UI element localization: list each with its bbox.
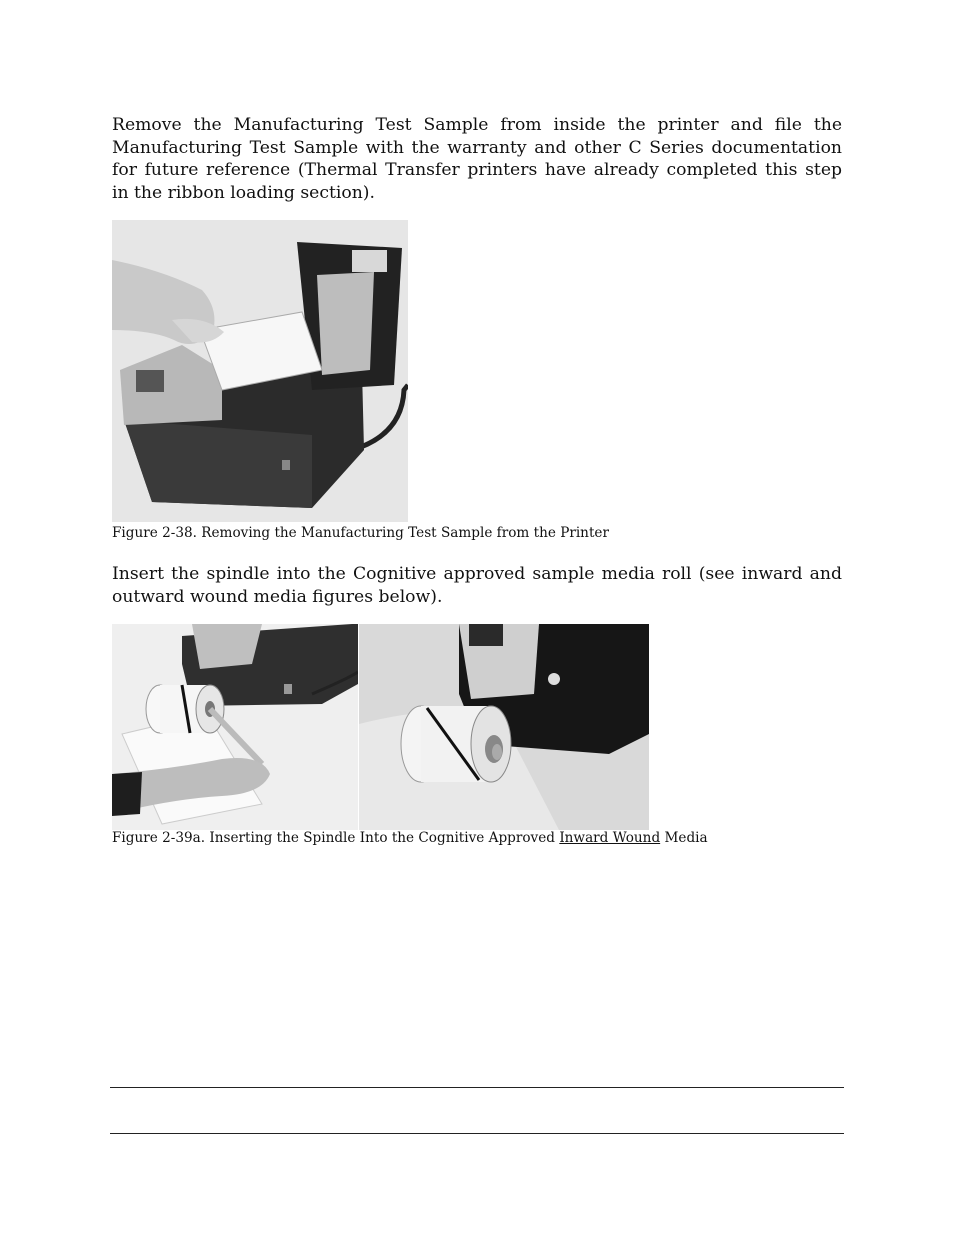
photo-inserting-spindle-left bbox=[112, 624, 358, 830]
caption-text-after: Media bbox=[660, 830, 708, 846]
instruction-paragraph-remove-sample: Remove the Manufacturing Test Sample from inside the printer and file the Manufacturing Test Sample with the warranty and other C Series documentation for future reference (Thermal Transfer printers have already completed this step in the ribbon loading section). bbox=[112, 115, 842, 203]
caption-text-before: Figure 2-39a. Inserting the Spindle Into the Cognitive Approved bbox=[112, 830, 560, 846]
figure-2-38-caption: Figure 2-38. Removing the Manufacturing Test Sample from the Printer bbox=[112, 525, 609, 541]
caption-underlined-inward-wound: Inward Wound bbox=[559, 830, 661, 846]
instruction-paragraph-insert-spindle: Insert the spindle into the Cognitive approved sample media roll (see inward and outward wound media figures below). bbox=[112, 564, 842, 607]
footer-divider-bottom bbox=[110, 1133, 844, 1134]
footer-divider-top bbox=[110, 1087, 844, 1088]
photo-inserting-spindle-right bbox=[359, 624, 649, 830]
figure-2-39a-caption bbox=[112, 830, 708, 847]
photo-removing-test-sample bbox=[112, 220, 408, 522]
